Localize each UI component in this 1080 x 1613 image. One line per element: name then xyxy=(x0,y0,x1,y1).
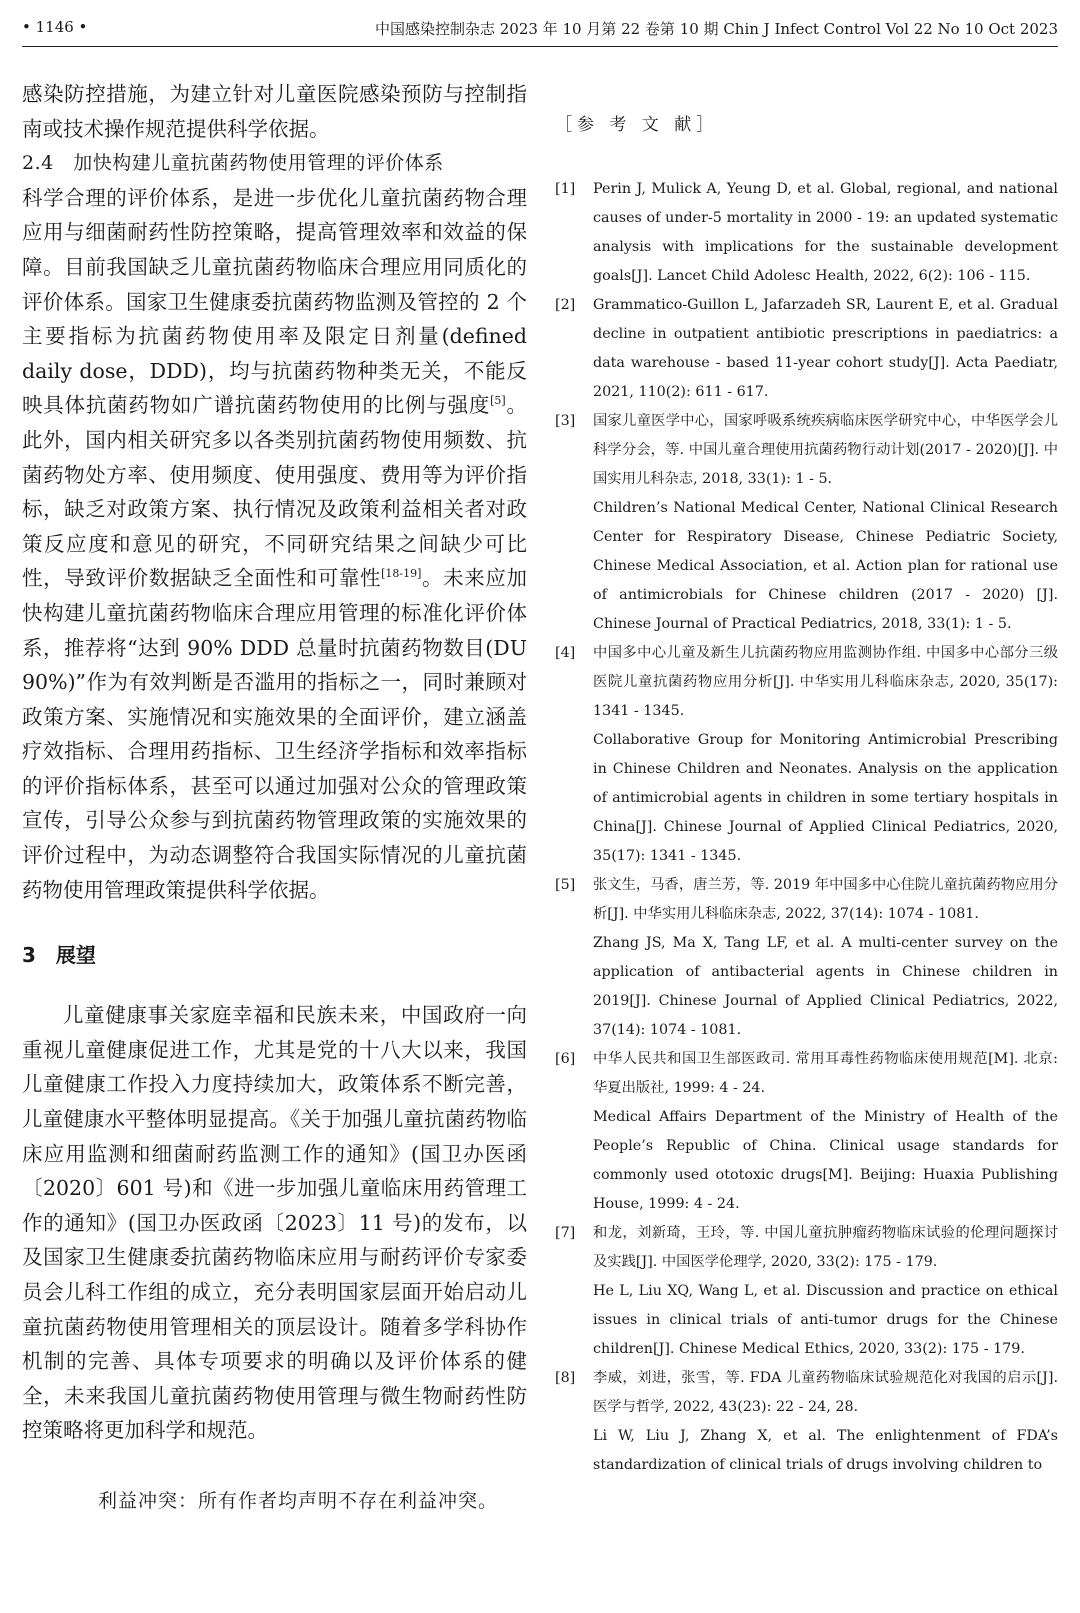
reference-translation: Children’s National Medical Center, National Clinical Research Center for Respiratory Disease, Chinese Pediatric Society, Chinese Medical Association, et al. Action plan for rational use of antimicrobials for Chinese children (2017 - 2020) [J]. Chinese Journal of Practical Pediatrics, 2018, 33(1): 1 - 5. xyxy=(593,500,1058,632)
para1-part-c: 。未来应加快构建儿童抗菌药物临床合理应用管理的标准化评价体系，推荐将“达到 90% DDD 总量时抗菌药物数目(DU 90%)”作为有效判断是否滥用的指标之一，同时兼顾对政策方案、实施情况和实施效果的全面评价，建立涵盖疗效指标、合理用药指标、卫生经济学指标和效率指标的评价指标体系，甚至可以通过加强对公众的管理政策宣传，引导公众参与到抗菌药物管理政策的实施效果的评价过程中，为动态调整符合我国实际情况的儿童抗菌药物使用管理政策提供科学依据。 xyxy=(22,566,528,902)
reference-item xyxy=(555,1045,1058,1219)
reference-item xyxy=(555,291,1058,407)
reference-text: 中华人民共和国卫生部医政司. 常用耳毒性药物临床使用规范[M]. 北京: 华夏出版社, 1999: 4 - 24. xyxy=(593,1051,1058,1096)
reference-translation: Collaborative Group for Monitoring Antimicrobial Prescribing in Chinese Children and Neonates. Analysis on the application of antimicrobial agents in children in some tertiary hospitals in China[J]. Chinese Journal of Applied Clinical Pediatrics, 2020, 35(17): 1341 - 1345. xyxy=(593,732,1058,864)
reference-number: [6] xyxy=(555,1051,576,1067)
reference-translation: He L, Liu XQ, Wang L, et al. Discussion and practice on ethical issues in clinical trials of anti-tumor drugs for the Chinese children[J]. Chinese Medical Ethics, 2020, 33(2): 175 - 179. xyxy=(593,1283,1058,1357)
header-rule xyxy=(22,46,1058,47)
subsection-heading: 2.4 加快构建儿童抗菌药物使用管理的评价体系 xyxy=(22,152,444,175)
reference-number: [4] xyxy=(555,645,576,661)
body-paragraph-2: 儿童健康事关家庭幸福和民族未来，中国政府一向重视儿童健康促进工作，尤其是党的十八大以来，我国儿童健康工作投入力度持续加大，政策体系不断完善，儿童健康水平整体明显提高。《关于加强儿童抗菌药物临床应用监测和细菌耐药监测工作的通知》(国卫办医函〔2020〕601 号)和《进一步加强儿童临床用药管理工作的通知》(国卫办医政函〔2023〕11 号)的发布，以及国家卫生健康委抗菌药物临床应用与耐药评价专家委员会儿科工作组的成立，充分表明国家层面开始启动儿童抗菌药物使用管理相关的顶层设计。随着多学科协作机制的完善、具体专项要求的明确以及评价体系的健全，未来我国儿童抗菌药物使用管理与微生物耐药性防控策略将更加科学和规范。 xyxy=(22,1003,527,1443)
reference-text: 和龙，刘新琦，王玲，等. 中国儿童抗肿瘤药物临床试验的伦理问题探讨及实践[J]. 中国医学伦理学, 2020, 33(2): 175 - 179. xyxy=(593,1225,1058,1270)
intro-paragraph: 感染防控措施，为建立针对儿童医院感染预防与控制指南或技术操作规范提供科学依据。 xyxy=(22,82,527,141)
reference-text: 国家儿童医学中心，国家呼吸系统疾病临床医学研究中心，中华医学会儿科学分会，等. 中国儿童合理使用抗菌药物行动计划(2017 - 2020)[J]. 中国实用儿科杂志, 2018, 33(1): 1 - 5. xyxy=(593,413,1058,487)
reference-number: [2] xyxy=(555,297,576,313)
conflict-statement: 利益冲突：所有作者均声明不存在利益冲突。 xyxy=(98,1489,499,1512)
reference-text: Grammatico-Guillon L, Jafarzadeh SR, Laurent E, et al. Gradual decline in outpatient antibiotic prescriptions in paediatrics: a data warehouse - based 11-year cohort study[J]. Acta Paediatr, 2021, 110(2): 611 - 617. xyxy=(593,297,1058,400)
citation-18-19: [18-19] xyxy=(381,567,422,581)
reference-translation: Medical Affairs Department of the Ministry of Health of the People’s Republic of China. Clinical usage standards for commonly used ototoxic drugs[M]. Beijing: Huaxia Publishing House, 1999: 4 - 24. xyxy=(593,1109,1058,1212)
running-header xyxy=(22,18,1058,46)
reference-item xyxy=(555,871,1058,1045)
reference-number: [3] xyxy=(555,413,576,429)
reference-item xyxy=(555,1219,1058,1364)
reference-number: [8] xyxy=(555,1370,576,1386)
section-heading: 3 展望 xyxy=(22,943,96,968)
reference-text: 李威，刘进，张雪，等. FDA 儿童药物临床试验规范化对我国的启示[J]. 医学与哲学, 2022, 43(23): 22 - 24, 28. xyxy=(593,1370,1058,1415)
references-column xyxy=(555,110,1058,1480)
para1-part-b: 。此外，国内相关研究多以各类别抗菌药物使用频数、抗菌药物处方率、使用频度、使用强度、费用等为评价指标，缺乏对政策方案、执行情况及政策利益相关者对政策反应度和意见的研究，不同研究结果之间缺少可比性，导致评价数据缺乏全面性和可靠性 xyxy=(22,393,528,591)
reference-text: 中国多中心儿童及新生儿抗菌药物应用监测协作组. 中国多中心部分三级医院儿童抗菌药物应用分析[J]. 中华实用儿科临床杂志, 2020, 35(17): 1341 - 1345. xyxy=(593,645,1058,719)
reference-item xyxy=(555,1364,1058,1480)
reference-text: 张文生，马香，唐兰芳，等. 2019 年中国多中心住院儿童抗菌药物应用分析[J]. 中华实用儿科临床杂志, 2022, 37(14): 1074 - 1081. xyxy=(593,877,1058,922)
page-number: • 1146 • xyxy=(22,18,88,36)
reference-list xyxy=(555,175,1058,1480)
reference-number: [5] xyxy=(555,877,576,893)
para1-part-a: 科学合理的评价体系，是进一步优化儿童抗菌药物合理应用与细菌耐药性防控策略，提高管理效率和效益的保障。目前我国缺乏儿童抗菌药物临床合理应用同质化的评价体系。国家卫生健康委抗菌药物监测及管控的 2 个主要指标为抗菌药物使用率及限定日剂量(defined daily dose，DDD)，均与抗菌药物种类无关，不能反映具体抗菌药物如广谱抗菌药物使用的比例与强度 xyxy=(22,185,527,418)
left-column xyxy=(22,77,527,1518)
references-title: ［参 考 文 献］ xyxy=(555,115,719,135)
journal-citation: 中国感染控制杂志 2023 年 10 月第 22 卷第 10 期 Chin J Infect Control Vol 22 No 10 Oct 2023 xyxy=(374,20,1058,38)
body-paragraph-1 xyxy=(22,181,527,907)
reference-number: [1] xyxy=(555,181,576,197)
reference-translation: Zhang JS, Ma X, Tang LF, et al. A multi-center survey on the application of antibacterial agents in Chinese children in 2019[J]. Chinese Journal of Applied Clinical Pediatrics, 2022, 37(14): 1074 - 1081. xyxy=(593,935,1058,1038)
reference-item xyxy=(555,639,1058,871)
reference-translation: Li W, Liu J, Zhang X, et al. The enlightenment of FDA’s standardization of clinical trials of drugs involving children to xyxy=(593,1428,1058,1473)
citation-5: [5] xyxy=(490,394,506,408)
reference-item xyxy=(555,407,1058,639)
reference-number: [7] xyxy=(555,1225,576,1241)
reference-text: Perin J, Mulick A, Yeung D, et al. Global, regional, and national causes of under-5 mortality in 2000 - 19: an updated systematic analysis with implications for the sustainable development goals[J]. Lancet Child Adolesc Health, 2022, 6(2): 106 - 115. xyxy=(593,181,1058,284)
reference-item xyxy=(555,175,1058,291)
